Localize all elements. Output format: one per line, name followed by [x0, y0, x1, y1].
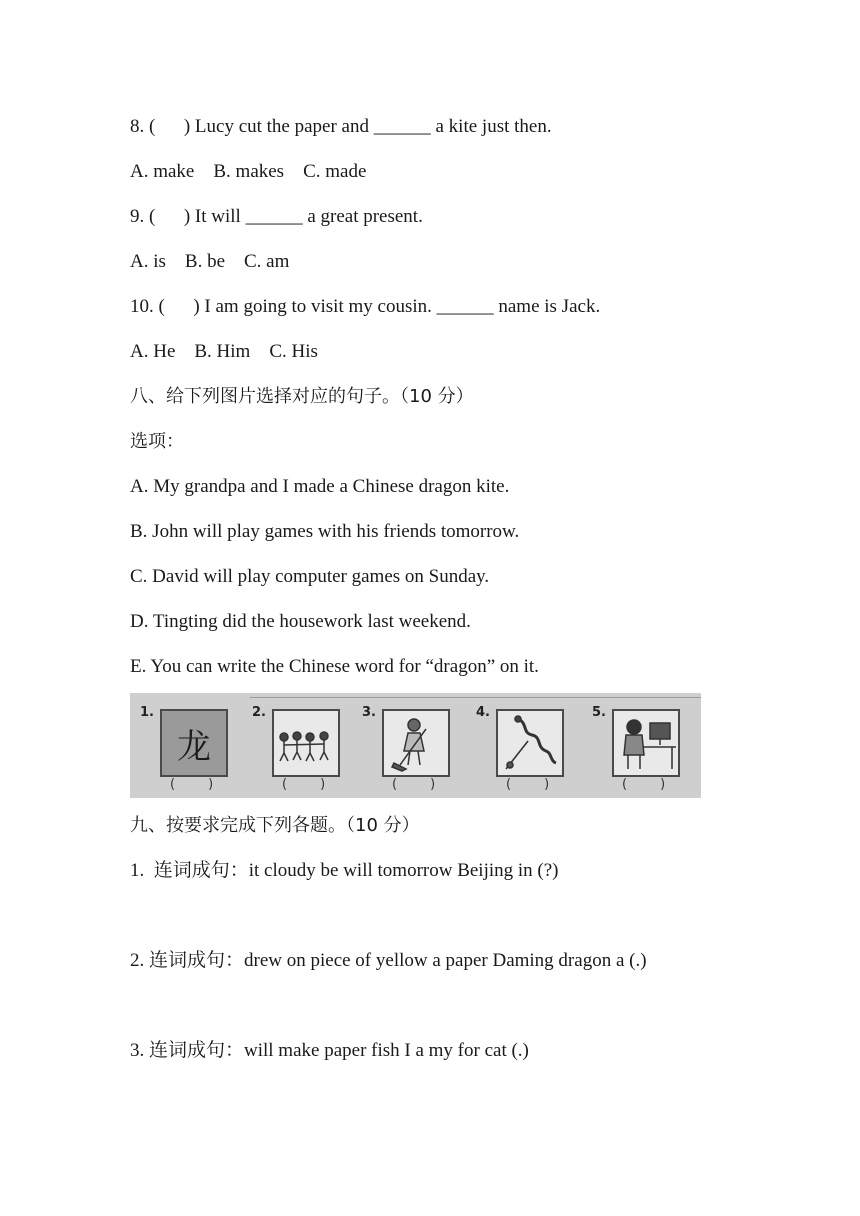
- section-9-title: 九、按要求完成下列各题。（10 分）: [130, 815, 420, 836]
- picture-5-number: 5.: [592, 705, 606, 720]
- option-d: D. Tingting did the housework last weekend.: [130, 611, 471, 632]
- q10-line: 10. ( ) I am going to visit my cousin. ______ name is Jack.: [130, 296, 601, 317]
- q8-line: 8. ( ) Lucy cut the paper and ______ a kite just then.: [130, 116, 552, 137]
- picture-4-number: 4.: [476, 705, 490, 720]
- options-label: 选项：: [130, 431, 184, 452]
- option-c: C. David will play computer games on Sunday.: [130, 566, 490, 587]
- picture-1-answer: ( ): [170, 777, 214, 792]
- dragon-kite-icon: [498, 711, 562, 775]
- picture-1-number: 1.: [140, 705, 154, 720]
- picture-2-answer: ( ): [282, 777, 326, 792]
- task-1: 1. 连词成句：it cloudy be will tomorrow Beijing in (?): [130, 860, 559, 881]
- q8-options: A. make B. makes C. made: [130, 161, 367, 182]
- option-e: E. You can write the Chinese word for “dragon” on it.: [130, 656, 539, 677]
- q10-options: A. He B. Him C. His: [130, 341, 318, 362]
- q9-line: 9. ( ) It will ______ a great present.: [130, 206, 423, 227]
- picture-5-computer-games: [612, 709, 680, 777]
- option-b: B. John will play games with his friends tomorrow.: [130, 521, 520, 542]
- picture-2-number: 2.: [252, 705, 266, 720]
- sweeping-icon: [384, 711, 448, 775]
- picture-5-answer: ( ): [622, 777, 666, 792]
- picture-1-dragon-character: [160, 709, 228, 777]
- section-8-title: 八、给下列图片选择对应的句子。（10 分）: [130, 386, 474, 407]
- strip-divider: [250, 697, 701, 698]
- picture-strip: [130, 693, 701, 798]
- picture-2-children-playing: [272, 709, 340, 777]
- dragon-character: 龙: [177, 726, 211, 767]
- task-2: 2. 连词成句：drew on piece of yellow a paper Daming dragon a (.): [130, 950, 647, 971]
- q9-options: A. is B. be C. am: [130, 251, 290, 272]
- picture-4-answer: ( ): [506, 777, 550, 792]
- task-3: 3. 连词成句：will make paper fish I a my for cat (.): [130, 1040, 529, 1061]
- picture-3-girl-sweeping: [382, 709, 450, 777]
- picture-3-answer: ( ): [392, 777, 436, 792]
- picture-3-number: 3.: [362, 705, 376, 720]
- picture-4-dragon-kite: [496, 709, 564, 777]
- option-a: A. My grandpa and I made a Chinese dragon kite.: [130, 476, 510, 497]
- children-playing-icon: [274, 711, 338, 775]
- computer-icon: [614, 711, 678, 775]
